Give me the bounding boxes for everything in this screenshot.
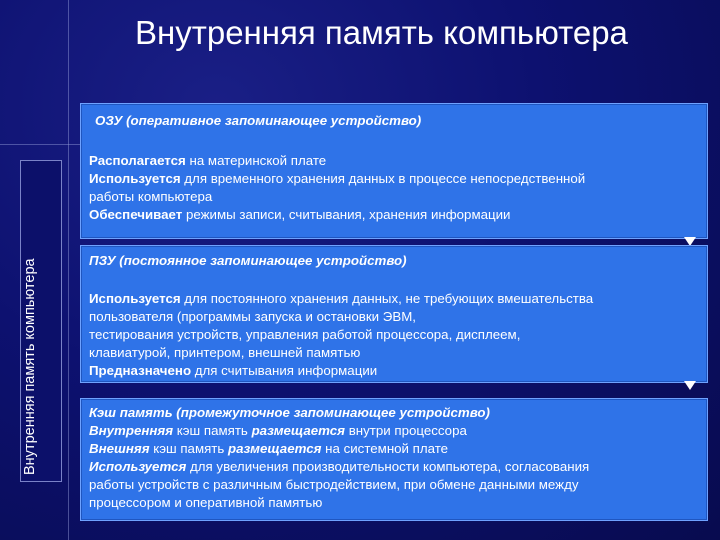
cache-l1-d: внутри процессора <box>345 423 467 438</box>
pzu-line-5 <box>89 362 699 380</box>
pzu-heading: ПЗУ (постоянное запоминающее устройство) <box>89 253 407 268</box>
ozu-l2-bold: Используется <box>89 171 181 186</box>
pzu-l5-rest: для считывания информации <box>191 363 378 378</box>
pzu-line-4: клавиатурой, принтером, внешней памятью <box>89 345 361 360</box>
cache-l1-b: кэш память <box>173 423 252 438</box>
cache-line-4: работы устройств с различным быстродействием, при обмене данными между <box>89 477 579 492</box>
ozu-heading: ОЗУ (оперативное запоминающее устройство) <box>95 113 422 128</box>
ozu-l4-bold: Обеспечивает <box>89 207 183 222</box>
slide-title: Внутренняя память компьютера <box>135 14 628 51</box>
ozu-line-3: работы компьютера <box>89 189 213 204</box>
cache-line-3 <box>89 458 699 476</box>
pzu-box <box>80 245 708 383</box>
pzu-line-3: тестирования устройств, управления работой процессора, дисплеем, <box>89 327 521 342</box>
ozu-box <box>80 103 708 239</box>
cache-l3-b: для увеличения производительности компьютера, согласования <box>186 459 590 474</box>
cache-heading: Кэш память (промежуточное запоминающее устройство) <box>89 405 490 420</box>
pzu-line-1 <box>89 290 699 308</box>
pzu-l5-bold: Предназначено <box>89 363 192 378</box>
ozu-line-2 <box>89 170 699 188</box>
cache-l2-a: Внешняя <box>89 441 150 456</box>
side-label: Внутренняя память компьютера <box>22 258 38 475</box>
pzu-l1-rest: для постоянного хранения данных, не требующих вмешательства <box>180 291 594 306</box>
cache-line-5: процессором и оперативной памятью <box>89 495 323 510</box>
cache-l2-d: на системной плате <box>321 441 449 456</box>
cache-l2-c: размещается <box>228 441 322 456</box>
ozu-line-1 <box>89 152 699 170</box>
ozu-l1-rest: на материнской плате <box>185 153 327 168</box>
arrow-down-icon <box>684 381 696 390</box>
decor-vertical-line <box>68 0 69 540</box>
cache-l1-a: Внутренняя <box>89 423 174 438</box>
cache-box <box>80 398 708 521</box>
pzu-line-2: пользователя (программы запуска и остановки ЭВМ, <box>89 309 416 324</box>
ozu-l2-rest: для временного хранения данных в процессе непосредственной <box>180 171 586 186</box>
pzu-l1-bold: Используется <box>89 291 181 306</box>
ozu-line-4 <box>89 206 699 224</box>
cache-line-2 <box>89 440 699 458</box>
ozu-l1-bold: Располагается <box>89 153 186 168</box>
ozu-l4-rest: режимы записи, считывания, хранения информации <box>182 207 511 222</box>
cache-line-1 <box>89 422 699 440</box>
cache-l2-b: кэш память <box>149 441 229 456</box>
cache-l3-a: Используется <box>89 459 187 474</box>
cache-l1-c: размещается <box>251 423 346 438</box>
